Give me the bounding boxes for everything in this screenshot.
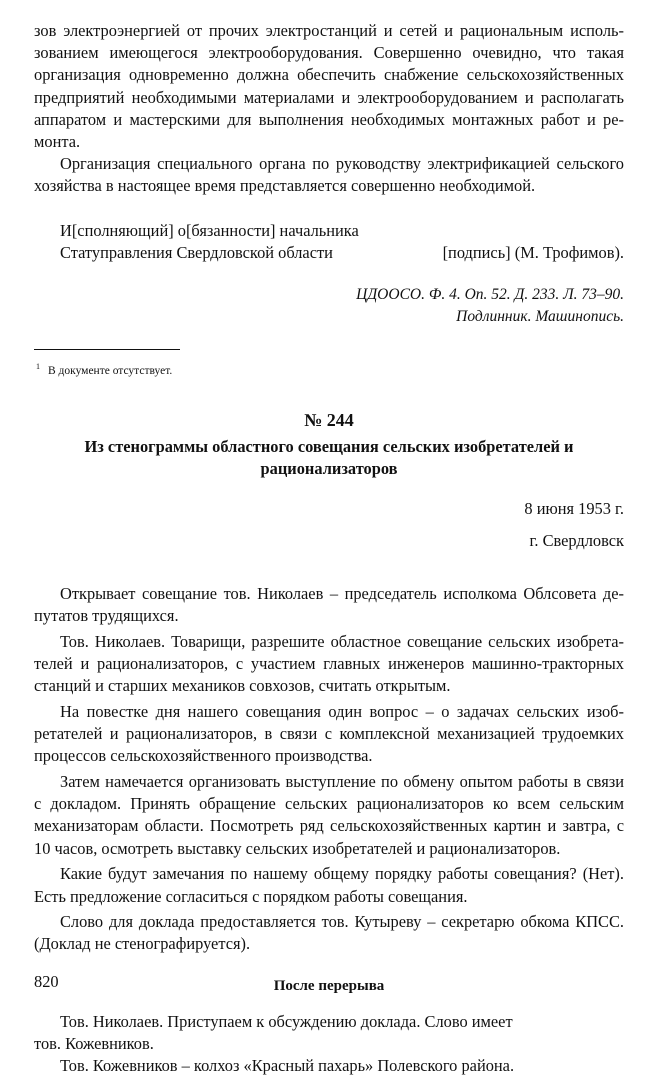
signature-row [60, 242, 624, 264]
transcript-paragraph: Какие будут замечания по нашему общему порядку работы совещания? (Нет). Есть предложение согласиться с порядком работы совещания. [34, 864, 624, 906]
paragraph-continuation: зов электроэнергией от прочих электростанций и сетей и рациональным использованием имеющегося электрооборудования. Совершенно очевидно, что такая организация одновременно должна обеспечить снабжение сельскохозяйственных предприятий необходимыми материалами и электрооборудованием и располагать аппаратом и мастерскими для выполнения необходимых монтажных работ и ремонта. [34, 21, 624, 152]
transcript-paragraph: Тов. Кожевников – колхоз «Красный пахарь» Полевского района. [60, 1056, 515, 1076]
footnote [36, 359, 624, 379]
footnote-text: В документе отсутствует. [48, 364, 173, 377]
signature-block [60, 220, 624, 264]
transcript-paragraph: Тов. Николаев. Приступаем к обсуждению доклада. Слово имеет тов. Кожевников. [34, 1011, 513, 1054]
transcript-paragraph: На повестке дня нашего совещания один вопрос – о задачах сельских изобретателей и рационализаторов, в связи с комплексной механизацией трудоемких процессов сельскохозяйственного производства. [34, 701, 624, 766]
document-number: № 244 [304, 409, 354, 430]
document-title: Из стенограммы областного совещания сельских изобретателей и рационализаторов [84, 436, 574, 479]
transcript-paragraph: Открывает совещание тов. Николаев – председатель исполкома Облсовета депутатов трудящихся. [34, 583, 624, 626]
footnote-divider [34, 349, 180, 350]
transcript-body [34, 583, 624, 956]
paragraph-electrification: Организация специального органа по руководству электрификацией сельского хозяйства в настоящее время представляется совершенно необходимой. [34, 154, 624, 196]
page-number: 820 [34, 972, 59, 991]
transcript-paragraph: Слово для доклада предоставляется тов. Кутыреву – секретарю обкома КПСС. (Доклад не стенографируется). [34, 912, 624, 954]
signature-name: [подпись] (М. Трофимов). [442, 242, 624, 262]
document-page [34, 20, 624, 1077]
transcript-paragraph: Затем намечается организовать выступление по обмену опытом работы в связи с докладом. Принять обращение сельских рационализаторов ко всем сельским механизаторам области. Посмотреть ряд сельскохозяйственных картин и завтра, с 10 часов, осмотреть выставку сельских изобретателей и рационализаторов. [34, 771, 624, 858]
document-place: г. Свердловск [529, 530, 624, 550]
archive-reference [34, 284, 624, 328]
archive-note: Подлинник. Машинопись. [456, 308, 624, 326]
section-subheading: После перерыва [273, 977, 385, 994]
document-date: 8 июня 1953 г. [524, 498, 624, 518]
footnote-mark: 1 [36, 362, 40, 372]
signature-office: Статуправления Свердловской области [60, 242, 333, 262]
archive-ref: ЦДООСО. Ф. 4. Оп. 52. Д. 233. Л. 73–90. [356, 286, 624, 304]
transcript-paragraph: Тов. Николаев. Товарищи, разрешите областное совещание сельских изобретателей и рационализаторов, с участием главных инженеров машинно-тракторных станций и старших механиков совхозов, считать открытым. [34, 631, 624, 696]
signature-title: И[сполняющий] о[бязанности] начальника [60, 220, 359, 240]
